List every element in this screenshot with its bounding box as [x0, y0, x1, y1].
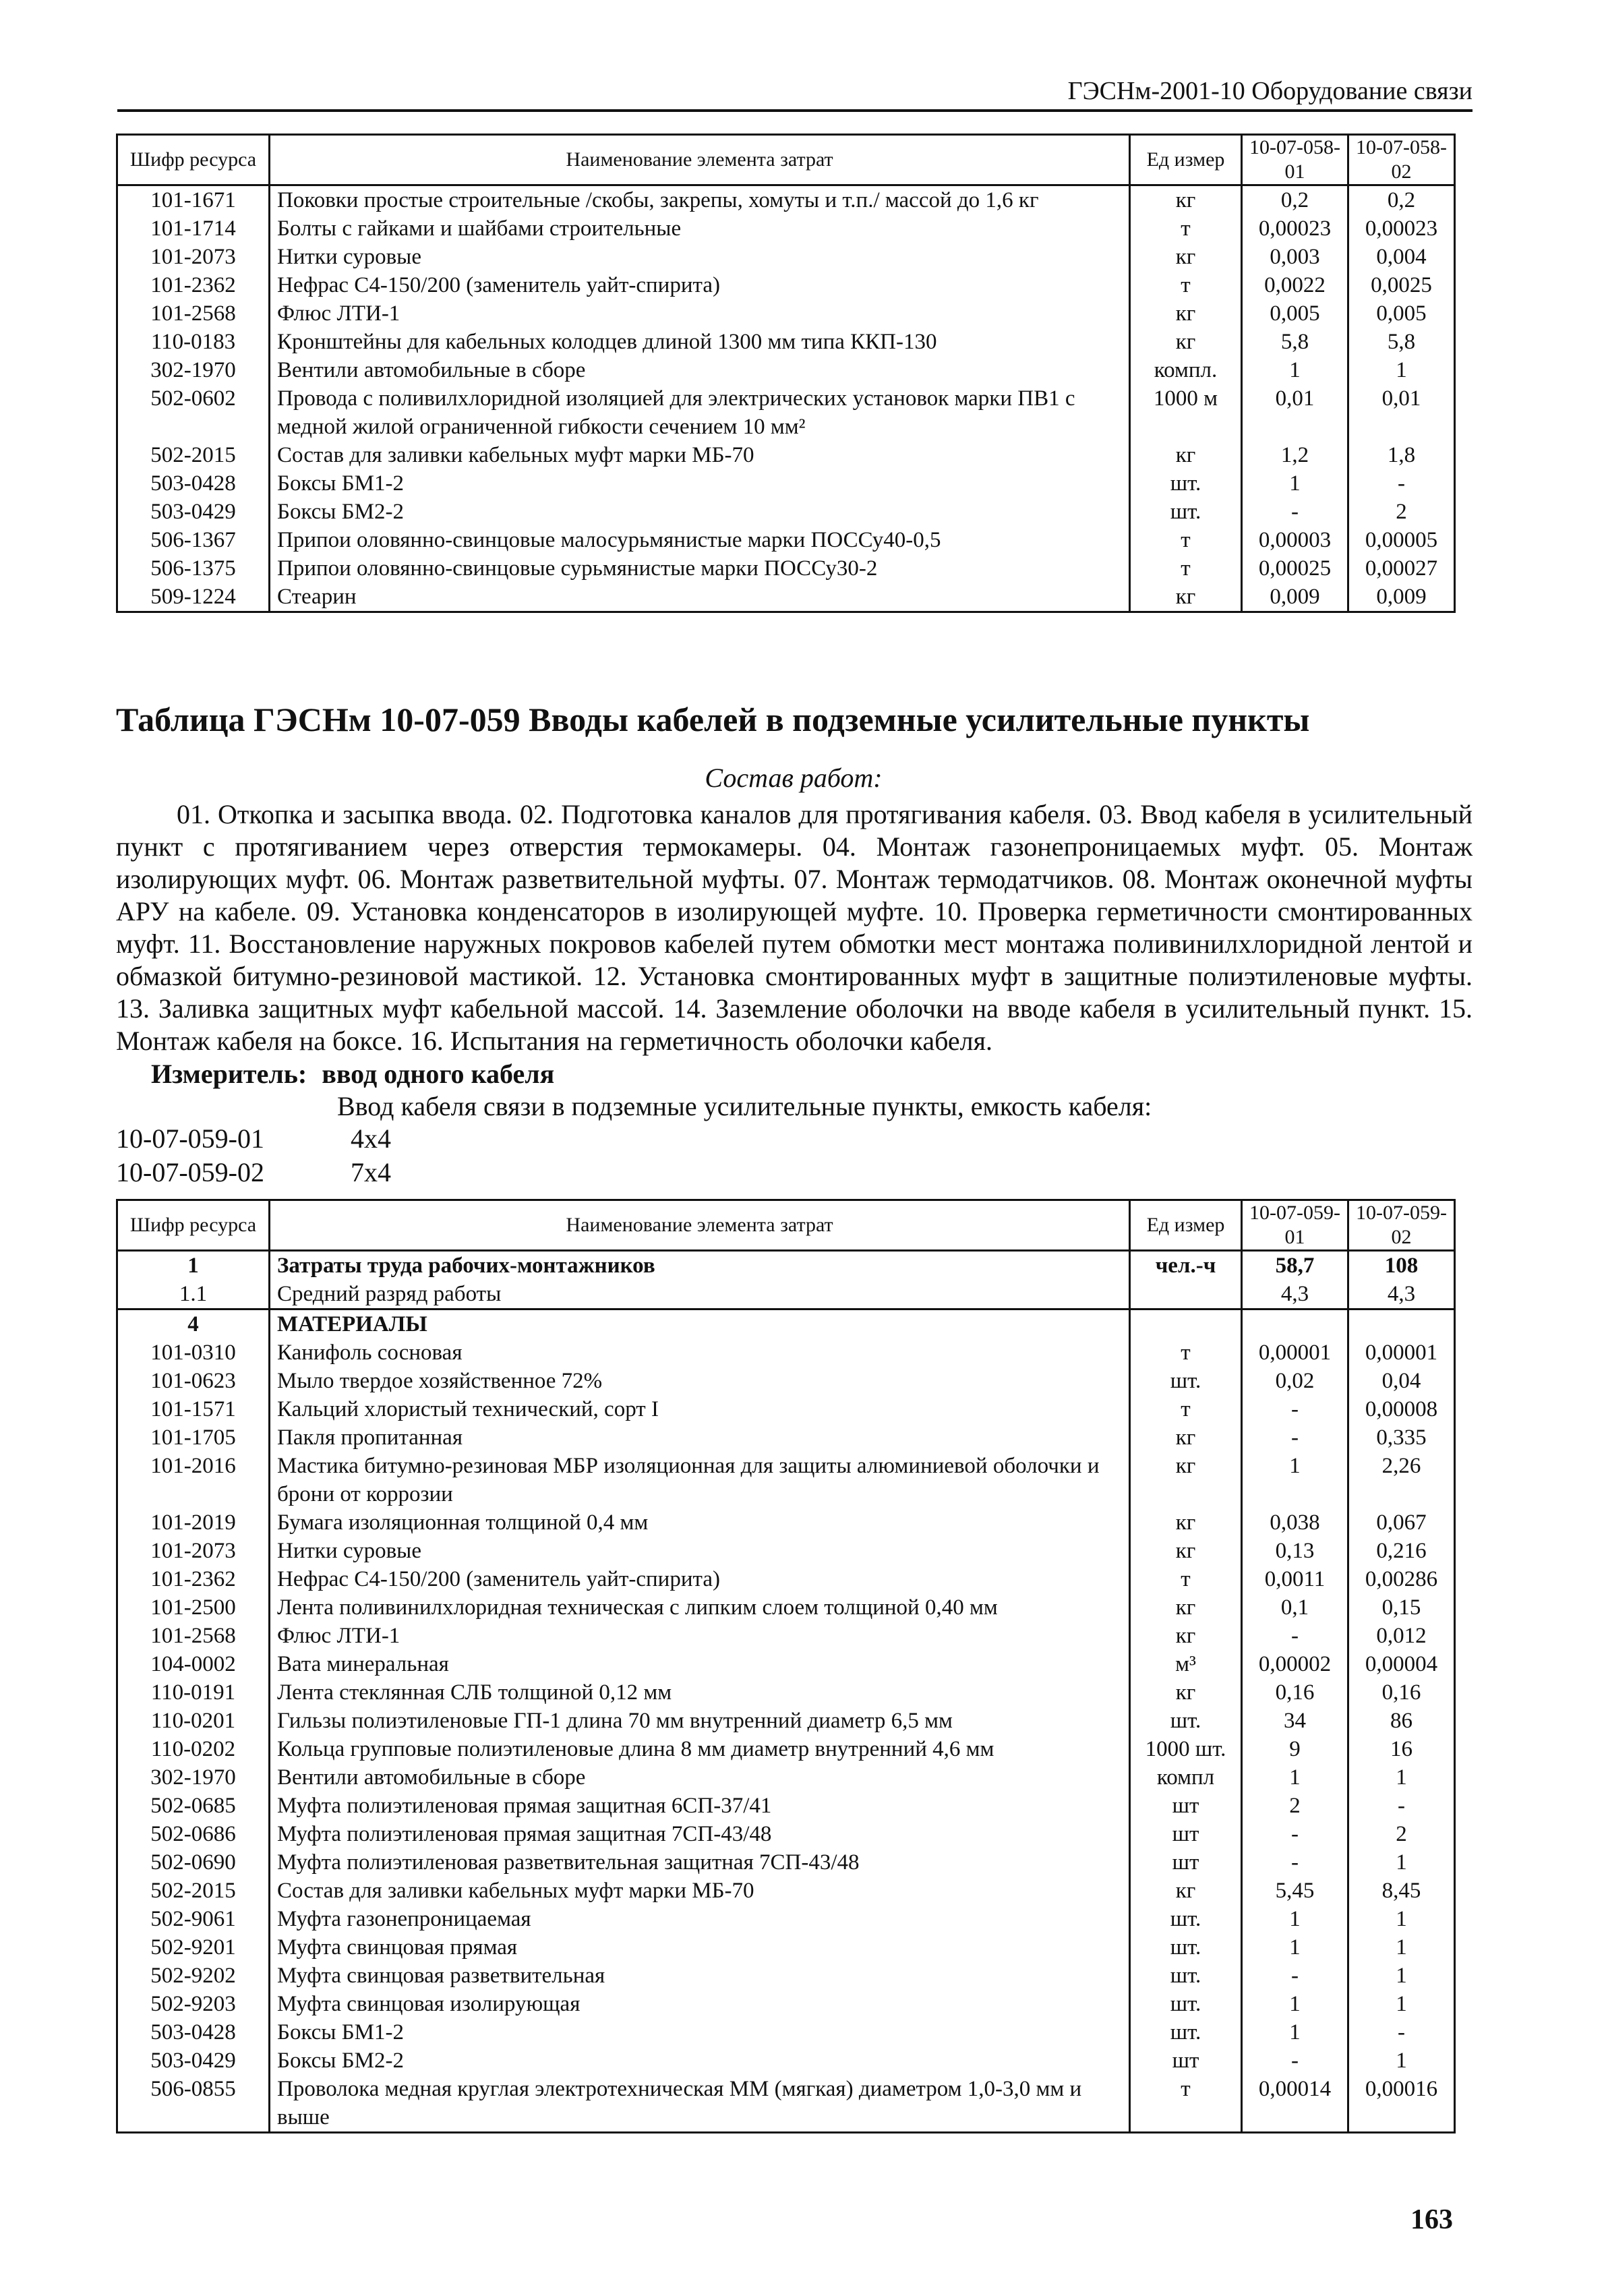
cell-value-1: 5,8: [1242, 328, 1348, 356]
cell-value-1: 0,00023: [1242, 214, 1348, 243]
cell-value-1: 0,02: [1242, 1367, 1348, 1395]
cell-name: Боксы БМ2-2: [270, 498, 1130, 526]
cell-name: Средний разряд работы: [270, 1280, 1130, 1309]
cell-value-2: 1: [1348, 1763, 1455, 1792]
resources-table-059: [116, 1199, 1456, 2133]
cell-name: Мастика битумно-резиновая МБР изоляционная для защиты алюминиевой оболочки и брони от коррозии: [270, 1452, 1130, 1508]
cell-unit: кг: [1130, 441, 1242, 469]
cell-name: Боксы БМ1-2: [270, 2018, 1130, 2047]
header-col2: 10-07-059-02: [1348, 1200, 1455, 1251]
cell-unit: 1000 шт.: [1130, 1735, 1242, 1763]
table-row: [117, 1622, 1455, 1650]
table-header-row: [117, 135, 1455, 185]
cell-name: Кольца групповые полиэтиленовые длина 8 мм диаметр внутренний 4,6 мм: [270, 1735, 1130, 1763]
meter-label: Измеритель:: [151, 1059, 307, 1089]
cell-value-1: 0,1: [1242, 1593, 1348, 1622]
cell-code: 101-2362: [117, 271, 270, 299]
cell-value-2: 8,45: [1348, 1877, 1455, 1905]
table-row: [117, 1990, 1455, 2018]
materials-section-row: [117, 1309, 1455, 1339]
cell-code: 503-0428: [117, 469, 270, 498]
cell-code: 101-0310: [117, 1338, 270, 1367]
cell-code: 502-9061: [117, 1905, 270, 1933]
cell-name: Боксы БМ1-2: [270, 469, 1130, 498]
work-composition-title: Состав работ:: [705, 763, 883, 793]
cell-value-1: -: [1242, 1820, 1348, 1848]
cell-value-1: 9: [1242, 1735, 1348, 1763]
cell-name: Бумага изоляционная толщиной 0,4 мм: [270, 1508, 1130, 1537]
cell-value-1: 0,009: [1242, 583, 1348, 612]
cell-code: 101-2500: [117, 1593, 270, 1622]
cell-name: Состав для заливки кабельных муфт марки МБ-70: [270, 441, 1130, 469]
cell-unit: шт: [1130, 2047, 1242, 2075]
table-row: [117, 1508, 1455, 1537]
cell-unit: т: [1130, 1565, 1242, 1593]
cell-unit: кг: [1130, 1622, 1242, 1650]
cell-unit: кг: [1130, 243, 1242, 271]
cell-code: 509-1224: [117, 583, 270, 612]
cell-unit: кг: [1130, 299, 1242, 328]
resources-table-058: [116, 134, 1456, 613]
table-row: [117, 271, 1455, 299]
cell-name: Флюс ЛТИ-1: [270, 1622, 1130, 1650]
cell-name: Лента поливинилхлоридная техническая с липким слоем толщиной 0,40 мм: [270, 1593, 1130, 1622]
cell-value-2: 16: [1348, 1735, 1455, 1763]
cell-code: 1.1: [117, 1280, 270, 1309]
table-row: [117, 441, 1455, 469]
cell-name: Нитки суровые: [270, 1537, 1130, 1565]
cell-code: 502-0602: [117, 384, 270, 441]
cell-value-1: 1: [1242, 469, 1348, 498]
cell-code: 502-0686: [117, 1820, 270, 1848]
cell-value-1: 0,0011: [1242, 1565, 1348, 1593]
cell-value-2: 0,009: [1348, 583, 1455, 612]
cell-value-2: 108: [1348, 1251, 1455, 1281]
cell-value-2: 2: [1348, 498, 1455, 526]
cell-code: 502-0685: [117, 1792, 270, 1820]
cell-value-2: 0,216: [1348, 1537, 1455, 1565]
cell-name: Боксы БМ2-2: [270, 2047, 1130, 2075]
cell-name: Муфта свинцовая разветвительная: [270, 1962, 1130, 1990]
cell-unit: компл: [1130, 1763, 1242, 1792]
cell-unit: шт.: [1130, 1707, 1242, 1735]
cell-name: Вентили автомобильные в сборе: [270, 1763, 1130, 1792]
cell-unit: кг: [1130, 1537, 1242, 1565]
table-row: [117, 1962, 1455, 1990]
cell-unit: шт: [1130, 1792, 1242, 1820]
cell-unit: т: [1130, 214, 1242, 243]
cell-name: Состав для заливки кабельных муфт марки МБ-70: [270, 1877, 1130, 1905]
cell-code: 101-1705: [117, 1423, 270, 1452]
cell-unit: шт.: [1130, 469, 1242, 498]
norm-description: Ввод кабеля связи в подземные усилительные пункты, емкость кабеля:: [337, 1091, 1152, 1121]
cell-value-2: 0,00001: [1348, 1338, 1455, 1367]
cell-value-1: 34: [1242, 1707, 1348, 1735]
cell-unit: т: [1130, 2075, 1242, 2133]
cell-value-1: 0,00025: [1242, 554, 1348, 583]
cell-value-2: 0,2: [1348, 185, 1455, 215]
cell-value-2: 0,15: [1348, 1593, 1455, 1622]
cell-unit: кг: [1130, 1877, 1242, 1905]
cell-name: Вентили автомобильные в сборе: [270, 356, 1130, 384]
cell-value-1: 2: [1242, 1792, 1348, 1820]
table-body: [117, 185, 1455, 612]
cell-value-2: 0,0025: [1348, 271, 1455, 299]
table-row: [117, 1423, 1455, 1452]
cell-value-1: 0,00003: [1242, 526, 1348, 554]
cell-unit: т: [1130, 1395, 1242, 1423]
cell-name: Муфта полиэтиленовая прямая защитная 6СП-37/41: [270, 1792, 1130, 1820]
cell-value-1: 0,16: [1242, 1678, 1348, 1707]
cell-unit: т: [1130, 526, 1242, 554]
cell-code: 101-2073: [117, 1537, 270, 1565]
cell-unit: т: [1130, 554, 1242, 583]
cell-value-2: 0,04: [1348, 1367, 1455, 1395]
cell-unit: шт.: [1130, 1905, 1242, 1933]
table-row: [117, 583, 1455, 612]
cell-code: 506-0855: [117, 2075, 270, 2133]
cell-value-1: 5,45: [1242, 1877, 1348, 1905]
cell-value-2: 1: [1348, 356, 1455, 384]
cell-code: 4: [117, 1309, 270, 1339]
cell-name: Нитки суровые: [270, 243, 1130, 271]
cell-name: Муфта полиэтиленовая разветвительная защитная 7СП-43/48: [270, 1848, 1130, 1877]
table-row: [117, 1678, 1455, 1707]
cell-value-2: 2,26: [1348, 1452, 1455, 1508]
table-row: [117, 1905, 1455, 1933]
cell-code: 506-1375: [117, 554, 270, 583]
norm-code-row: [116, 1122, 391, 1156]
cell-value-1: 1: [1242, 2018, 1348, 2047]
cell-value-1: -: [1242, 1622, 1348, 1650]
cell-value-2: -: [1348, 469, 1455, 498]
cell-unit: кг: [1130, 328, 1242, 356]
cell-unit: м³: [1130, 1650, 1242, 1678]
header-code: Шифр ресурса: [117, 1200, 270, 1251]
work-composition-text: 01. Откопка и засыпка ввода. 02. Подготовка каналов для протягивания кабеля. 03. Ввод кабеля в усилительный пункт с протягиванием через отверстия термокамеры. 04. Монтаж газонепроницаемых муфт. 05. Монтаж изолирующих муфт. 06. Монтаж разветвительной муфты. 07. Монтаж термодатчиков. 08. Монтаж оконечной муфты АРУ на кабеле. 09. Установка конденсаторов в изолирующей муфте. 10. Проверка герметичности смонтированных муфт. 11. Восстановление наружных покровов кабелей путем обмотки мест монтажа поливинилхлоридной лентой и обмазкой битумно-резиновой мастикой. 12. Установка смонтированных муфт в защитные полиэтиленовые муфты. 13. Заливка защитных муфт кабельной массой. 14. Заземление оболочки на вводе кабеля в усилительный пункт. 15. Монтаж кабеля на боксе. 16. Испытания на герметичность оболочки кабеля.: [116, 799, 1473, 1056]
cell-code: 101-2019: [117, 1508, 270, 1537]
cell-value-2: 86: [1348, 1707, 1455, 1735]
cell-unit: шт.: [1130, 1962, 1242, 1990]
cell-name: Гильзы полиэтиленовые ГП-1 длина 70 мм внутренний диаметр 6,5 мм: [270, 1707, 1130, 1735]
cell-unit: шт.: [1130, 1933, 1242, 1962]
cell-name: Муфта полиэтиленовая прямая защитная 7СП-43/48: [270, 1820, 1130, 1848]
cell-unit: кг: [1130, 1508, 1242, 1537]
cell-value-1: 1: [1242, 1905, 1348, 1933]
cell-code: 506-1367: [117, 526, 270, 554]
cell-name: Канифоль сосновая: [270, 1338, 1130, 1367]
table-row: [117, 2018, 1455, 2047]
cell-value-2: 0,00027: [1348, 554, 1455, 583]
table-row: [117, 1650, 1455, 1678]
cell-code: 502-2015: [117, 1877, 270, 1905]
header-code: Шифр ресурса: [117, 135, 270, 185]
cell-value-1: 1: [1242, 1452, 1348, 1508]
table-row: [117, 2075, 1455, 2133]
cell-code: 101-0623: [117, 1367, 270, 1395]
norm-capacity: 4x4: [351, 1123, 391, 1154]
table-row: [117, 214, 1455, 243]
cell-code: 502-9203: [117, 1990, 270, 2018]
cell-code: 110-0183: [117, 328, 270, 356]
cell-code: 101-1671: [117, 185, 270, 215]
cell-unit: шт: [1130, 1820, 1242, 1848]
cell-name: Затраты труда рабочих-монтажников: [270, 1251, 1130, 1281]
cell-value-1: -: [1242, 1395, 1348, 1423]
norm-capacity: 7x4: [351, 1157, 391, 1187]
cell-name: Флюс ЛТИ-1: [270, 299, 1130, 328]
cell-code: 101-2016: [117, 1452, 270, 1508]
cell-name: Болты с гайками и шайбами строительные: [270, 214, 1130, 243]
cell-value-2: 1: [1348, 1962, 1455, 1990]
table-row: [117, 1280, 1455, 1309]
cell-unit: т: [1130, 1338, 1242, 1367]
cell-value-1: -: [1242, 1848, 1348, 1877]
cell-value-2: 0,00005: [1348, 526, 1455, 554]
cell-name: Проволока медная круглая электротехническая ММ (мягкая) диаметром 1,0-3,0 мм и выше: [270, 2075, 1130, 2133]
cell-value-1: -: [1242, 498, 1348, 526]
cell-value-2: -: [1348, 2018, 1455, 2047]
table-row: [117, 185, 1455, 215]
cell-value-2: 2: [1348, 1820, 1455, 1848]
table-row: [117, 1820, 1455, 1848]
cell-value-1: -: [1242, 2047, 1348, 2075]
cell-value-1: 0,0022: [1242, 271, 1348, 299]
table-row: [117, 299, 1455, 328]
cell-unit: [1130, 1280, 1242, 1309]
table-row: [117, 1792, 1455, 1820]
cell-unit: кг: [1130, 1423, 1242, 1452]
cell-code: 1: [117, 1251, 270, 1281]
cell-value-2: 0,012: [1348, 1622, 1455, 1650]
cell-name: Вата минеральная: [270, 1650, 1130, 1678]
cell-value-2: 0,16: [1348, 1678, 1455, 1707]
cell-value-2: 1: [1348, 2047, 1455, 2075]
cell-value-1: 58,7: [1242, 1251, 1348, 1281]
cell-value-2: 1,8: [1348, 441, 1455, 469]
cell-value-2: 1: [1348, 1848, 1455, 1877]
header-name: Наименование элемента затрат: [270, 135, 1130, 185]
cell-value-2: [1348, 1309, 1455, 1339]
cell-name: Мыло твердое хозяйственное 72%: [270, 1367, 1130, 1395]
cell-code: 503-0429: [117, 498, 270, 526]
cell-unit: кг: [1130, 1593, 1242, 1622]
cell-unit: шт.: [1130, 2018, 1242, 2047]
table-row: [117, 328, 1455, 356]
cell-code: 101-2568: [117, 1622, 270, 1650]
cell-value-2: 0,004: [1348, 243, 1455, 271]
cell-value-2: 1: [1348, 1990, 1455, 2018]
cell-value-2: 1: [1348, 1905, 1455, 1933]
cell-value-2: 0,00023: [1348, 214, 1455, 243]
header-name: Наименование элемента затрат: [270, 1200, 1130, 1251]
cell-unit: шт.: [1130, 498, 1242, 526]
cell-name: Пакля пропитанная: [270, 1423, 1130, 1452]
cell-code: 110-0201: [117, 1707, 270, 1735]
cell-code: 503-0429: [117, 2047, 270, 2075]
cell-code: 101-1571: [117, 1395, 270, 1423]
table-row: [117, 469, 1455, 498]
cell-code: 302-1970: [117, 1763, 270, 1792]
table-row: [117, 1452, 1455, 1508]
cell-code: 502-0690: [117, 1848, 270, 1877]
cell-code: 503-0428: [117, 2018, 270, 2047]
cell-value-2: 0,067: [1348, 1508, 1455, 1537]
cell-code: 110-0202: [117, 1735, 270, 1763]
cell-code: 101-2073: [117, 243, 270, 271]
cell-code: 502-9201: [117, 1933, 270, 1962]
table-row: [117, 356, 1455, 384]
table-row: [117, 384, 1455, 441]
table-row: [117, 1593, 1455, 1622]
cell-name: Лента стеклянная СЛБ толщиной 0,12 мм: [270, 1678, 1130, 1707]
cell-value-1: 4,3: [1242, 1280, 1348, 1309]
table-row: [117, 1707, 1455, 1735]
table-row: [117, 1735, 1455, 1763]
cell-value-1: 0,00001: [1242, 1338, 1348, 1367]
cell-name: Стеарин: [270, 583, 1130, 612]
cell-unit: т: [1130, 271, 1242, 299]
table-row: [117, 1877, 1455, 1905]
cell-unit: кг: [1130, 1452, 1242, 1508]
cell-value-2: 0,335: [1348, 1423, 1455, 1452]
header-col2: 10-07-058-02: [1348, 135, 1455, 185]
cell-value-1: 0,01: [1242, 384, 1348, 441]
cell-unit: кг: [1130, 185, 1242, 215]
table-row: [117, 1251, 1455, 1281]
header-unit: Ед измер: [1130, 135, 1242, 185]
norm-code-row: [116, 1156, 391, 1189]
cell-value-1: 0,13: [1242, 1537, 1348, 1565]
cell-unit: компл.: [1130, 356, 1242, 384]
table-row: [117, 1338, 1455, 1367]
cell-value-1: 1: [1242, 356, 1348, 384]
cell-value-1: 1,2: [1242, 441, 1348, 469]
cell-code: 101-1714: [117, 214, 270, 243]
table-row: [117, 498, 1455, 526]
cell-name: Муфта свинцовая прямая: [270, 1933, 1130, 1962]
cell-code: 502-9202: [117, 1962, 270, 1990]
cell-value-1: -: [1242, 1423, 1348, 1452]
page-number: 163: [1410, 2204, 1453, 2235]
cell-unit: [1130, 1309, 1242, 1339]
cell-name: Кальций хлористый технический, сорт I: [270, 1395, 1130, 1423]
cell-value-2: 0,00016: [1348, 2075, 1455, 2133]
table-row: [117, 554, 1455, 583]
cell-unit: шт: [1130, 1848, 1242, 1877]
cell-value-1: 1: [1242, 1933, 1348, 1962]
table-body: [117, 1251, 1455, 2133]
cell-name: Припои оловянно-свинцовые малосурьмянистые марки ПОССу40-0,5: [270, 526, 1130, 554]
cell-code: 101-2568: [117, 299, 270, 328]
table-row: [117, 1848, 1455, 1877]
cell-unit: шт.: [1130, 1990, 1242, 2018]
cell-unit: кг: [1130, 583, 1242, 612]
cell-value-1: [1242, 1309, 1348, 1339]
norm-code: 10-07-059-02: [116, 1157, 264, 1187]
cell-name: Припои оловянно-свинцовые сурьмянистые марки ПОССу30-2: [270, 554, 1130, 583]
cell-value-1: 0,038: [1242, 1508, 1348, 1537]
cell-name: Муфта свинцовая изолирующая: [270, 1990, 1130, 2018]
meter: [151, 1057, 554, 1091]
table-row: [117, 1933, 1455, 1962]
cell-value-2: 4,3: [1348, 1280, 1455, 1309]
materials-heading: МАТЕРИАЛЫ: [270, 1309, 1130, 1339]
cell-value-1: -: [1242, 1962, 1348, 1990]
table-row: [117, 526, 1455, 554]
cell-name: Нефрас С4-150/200 (заменитель уайт-спирита): [270, 1565, 1130, 1593]
table-row: [117, 2047, 1455, 2075]
table-row: [117, 1395, 1455, 1423]
cell-code: 104-0002: [117, 1650, 270, 1678]
cell-value-2: 0,01: [1348, 384, 1455, 441]
cell-value-1: 0,00014: [1242, 2075, 1348, 2133]
cell-value-2: 5,8: [1348, 328, 1455, 356]
cell-unit: шт.: [1130, 1367, 1242, 1395]
cell-value-1: 1: [1242, 1990, 1348, 2018]
cell-value-2: -: [1348, 1792, 1455, 1820]
cell-name: Провода с поливилхлоридной изоляцией для электрических установок марки ПВ1 с медной жилой ограниченной гибкости сечением 10 мм²: [270, 384, 1130, 441]
cell-name: Кронштейны для кабельных колодцев длиной 1300 мм типа ККП-130: [270, 328, 1130, 356]
cell-code: 302-1970: [117, 356, 270, 384]
cell-unit: чел.-ч: [1130, 1251, 1242, 1281]
cell-value-2: 0,00286: [1348, 1565, 1455, 1593]
table-row: [117, 243, 1455, 271]
cell-name: Поковки простые строительные /скобы, закрепы, хомуты и т.п./ массой до 1,6 кг: [270, 185, 1130, 215]
cell-value-2: 0,00004: [1348, 1650, 1455, 1678]
cell-value-2: 0,005: [1348, 299, 1455, 328]
header-col1: 10-07-058-01: [1242, 135, 1348, 185]
cell-code: 502-2015: [117, 441, 270, 469]
meter-value: ввод одного кабеля: [322, 1059, 555, 1089]
cell-value-1: 0,005: [1242, 299, 1348, 328]
header-col1: 10-07-059-01: [1242, 1200, 1348, 1251]
cell-value-2: 0,00008: [1348, 1395, 1455, 1423]
section-title: Таблица ГЭСНм 10-07-059 Вводы кабелей в подземные усилительные пункты: [116, 701, 1310, 738]
norm-code: 10-07-059-01: [116, 1123, 264, 1154]
cell-value-1: 0,2: [1242, 185, 1348, 215]
cell-value-1: 0,003: [1242, 243, 1348, 271]
table-row: [117, 1763, 1455, 1792]
cell-value-2: 1: [1348, 1933, 1455, 1962]
table-row: [117, 1367, 1455, 1395]
table-row: [117, 1537, 1455, 1565]
cell-name: Нефрас С4-150/200 (заменитель уайт-спирита): [270, 271, 1130, 299]
cell-name: Муфта газонепроницаемая: [270, 1905, 1130, 1933]
header-unit: Ед измер: [1130, 1200, 1242, 1251]
table-row: [117, 1565, 1455, 1593]
table-header-row: [117, 1200, 1455, 1251]
cell-value-1: 1: [1242, 1763, 1348, 1792]
cell-code: 101-2362: [117, 1565, 270, 1593]
cell-unit: кг: [1130, 1678, 1242, 1707]
cell-code: 110-0191: [117, 1678, 270, 1707]
cell-unit: 1000 м: [1130, 384, 1242, 441]
cell-value-1: 0,00002: [1242, 1650, 1348, 1678]
running-header: ГЭСНм-2001-10 Оборудование связи: [117, 73, 1473, 112]
